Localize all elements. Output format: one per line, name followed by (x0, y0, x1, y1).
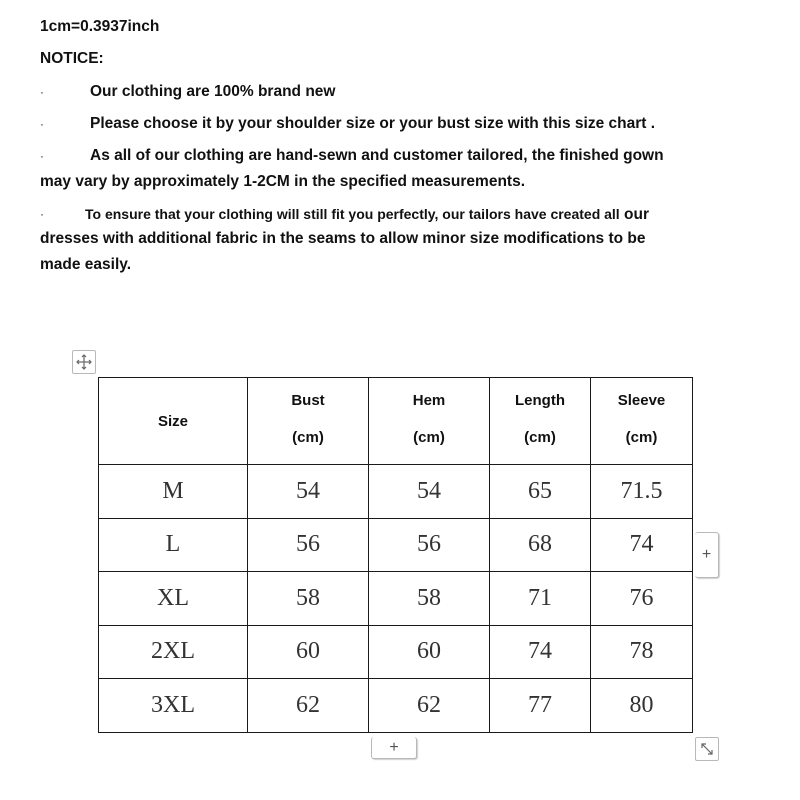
cell-bust: 58 (248, 572, 369, 626)
bullet-dot: · (40, 207, 44, 221)
table-move-handle[interactable] (72, 350, 96, 374)
notice-line-choose-size: Please choose it by your shoulder size or your bust size with this size chart . (90, 115, 656, 132)
cell-length: 68 (490, 518, 591, 572)
cell-sleeve: 76 (591, 572, 693, 626)
cell-sleeve: 78 (591, 625, 693, 679)
table-row (99, 625, 693, 679)
plus-icon: + (701, 546, 712, 563)
cell-sleeve: 71.5 (591, 465, 693, 519)
table-row (99, 465, 693, 519)
header-sleeve-label: Sleeve (617, 392, 666, 409)
header-length-unit: (cm) (524, 429, 556, 446)
notice-title: NOTICE: (40, 50, 104, 67)
header-sleeve-unit: (cm) (625, 429, 658, 446)
table-header-row (99, 378, 693, 465)
unit-conversion: 1cm=0.3937inch (40, 18, 160, 35)
cell-bust: 56 (248, 518, 369, 572)
cell-length: 71 (490, 572, 591, 626)
header-bust-unit: (cm) (292, 429, 324, 446)
cell-size: XL (99, 572, 248, 626)
notice-line-fit-small: To ensure that your clothing will still fit you perfectly, our tailors have created all (85, 206, 620, 222)
cell-length: 77 (490, 679, 591, 733)
table-row (99, 572, 693, 626)
header-hem-label: Hem (412, 392, 446, 409)
add-row-button[interactable] (371, 737, 417, 759)
header-sleeve (591, 378, 693, 465)
cell-size: L (99, 518, 248, 572)
cell-hem: 62 (369, 679, 490, 733)
cell-hem: 54 (369, 465, 490, 519)
table-resize-handle[interactable] (695, 737, 719, 761)
header-hem (369, 378, 490, 465)
notice-line-fit-big: our (624, 206, 649, 223)
cell-hem: 56 (369, 518, 490, 572)
cell-size: 3XL (99, 679, 248, 733)
cell-sleeve: 80 (591, 679, 693, 733)
notice-line-fit (85, 204, 649, 225)
table-resize-icon (699, 741, 715, 757)
bullet-dot: · (40, 117, 44, 131)
cell-bust: 62 (248, 679, 369, 733)
notice-line-fit-cont: dresses with additional fabric in the seams to allow minor size modifications to be (40, 230, 646, 247)
cell-length: 74 (490, 625, 591, 679)
cell-bust: 54 (248, 465, 369, 519)
header-size-label: Size (157, 412, 188, 430)
table-row (99, 679, 693, 733)
bullet-dot: · (40, 149, 44, 163)
cell-bust: 60 (248, 625, 369, 679)
header-size (99, 378, 248, 465)
header-bust (248, 378, 369, 465)
cell-hem: 58 (369, 572, 490, 626)
table-move-icon (75, 353, 93, 371)
header-length-label: Length (515, 392, 565, 409)
notice-line-hand-sewn-cont: may vary by approximately 1-2CM in the specified measurements. (40, 173, 525, 190)
size-chart-table (98, 377, 693, 733)
plus-icon: + (389, 738, 399, 756)
header-hem-unit: (cm) (413, 429, 445, 446)
cell-sleeve: 74 (591, 518, 693, 572)
header-bust-label: Bust (291, 392, 325, 409)
table-row (99, 518, 693, 572)
add-column-button[interactable] (695, 532, 719, 578)
cell-size: 2XL (99, 625, 248, 679)
notice-line-hand-sewn: As all of our clothing are hand-sewn and customer tailored, the finished gown (90, 147, 664, 164)
bullet-dot: · (40, 85, 44, 99)
cell-size: M (99, 465, 248, 519)
header-length (490, 378, 591, 465)
notice-line-brand-new: Our clothing are 100% brand new (90, 83, 336, 100)
notice-line-fit-end: made easily. (40, 256, 132, 273)
cell-hem: 60 (369, 625, 490, 679)
cell-length: 65 (490, 465, 591, 519)
